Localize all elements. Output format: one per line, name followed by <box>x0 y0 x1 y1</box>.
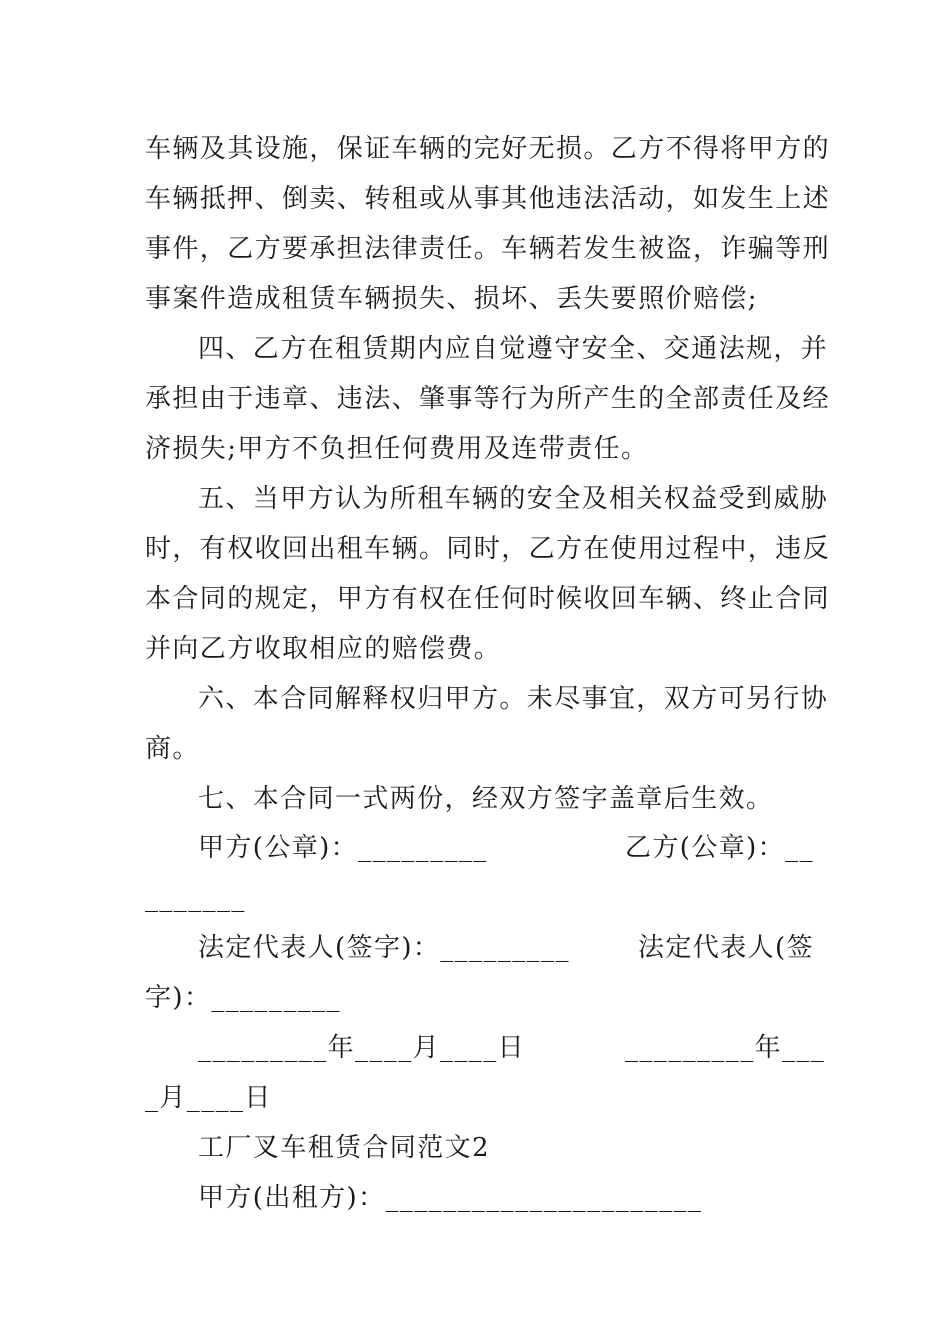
paragraph-line: 济损失;甲方不负担任何费用及连带责任。 <box>145 434 649 464</box>
paragraph-line: 车辆及其设施，保证车辆的完好无损。乙方不得将甲方的 <box>145 134 831 164</box>
date-b-cont: _月____日 <box>145 1083 272 1113</box>
party-b-seal-cont: _______ <box>145 883 246 913</box>
rep-b-signature: 法定代表人(签 <box>638 933 814 963</box>
paragraph-line: 商。 <box>145 734 200 764</box>
clause-five: 五、当甲方认为所租车辆的安全及相关权益受到威胁 <box>198 484 829 514</box>
clause-seven: 七、本合同一式两份，经双方签字盖章后生效。 <box>198 784 774 814</box>
paragraph-line: 事件，乙方要承担法律责任。车辆若发生被盗，诈骗等刑 <box>145 234 831 264</box>
lessor-line: 甲方(出租方)：______________________ <box>198 1183 703 1213</box>
paragraph-line: 并向乙方收取相应的赔偿费。 <box>145 634 502 664</box>
date-b: _________年___ <box>625 1033 826 1063</box>
party-b-seal: 乙方(公章)：__ <box>625 833 814 863</box>
rep-b-signature-cont: 字)：_________ <box>145 983 341 1013</box>
clause-four: 四、乙方在租赁期内应自觉遵守安全、交通法规，并 <box>198 334 829 364</box>
party-a-seal: 甲方(公章)：_________ <box>198 833 488 863</box>
next-contract-title: 工厂叉车租赁合同范文2 <box>198 1133 490 1163</box>
paragraph-line: 时，有权收回出租车辆。同时，乙方在使用过程中，违反 <box>145 534 831 564</box>
paragraph-line: 车辆抵押、倒卖、转租或从事其他违法活动，如发生上述 <box>145 184 831 214</box>
paragraph-line: 本合同的规定，甲方有权在任何时候收回车辆、终止合同 <box>145 584 831 614</box>
date-a: _________年____月____日 <box>198 1033 525 1063</box>
clause-six: 六、本合同解释权归甲方。未尽事宜，双方可另行协 <box>198 684 829 714</box>
rep-a-signature: 法定代表人(签字)：_________ <box>198 933 570 963</box>
paragraph-line: 承担由于违章、违法、肇事等行为所产生的全部责任及经 <box>145 384 831 414</box>
paragraph-line: 事案件造成租赁车辆损失、损坏、丢失要照价赔偿; <box>145 284 758 314</box>
